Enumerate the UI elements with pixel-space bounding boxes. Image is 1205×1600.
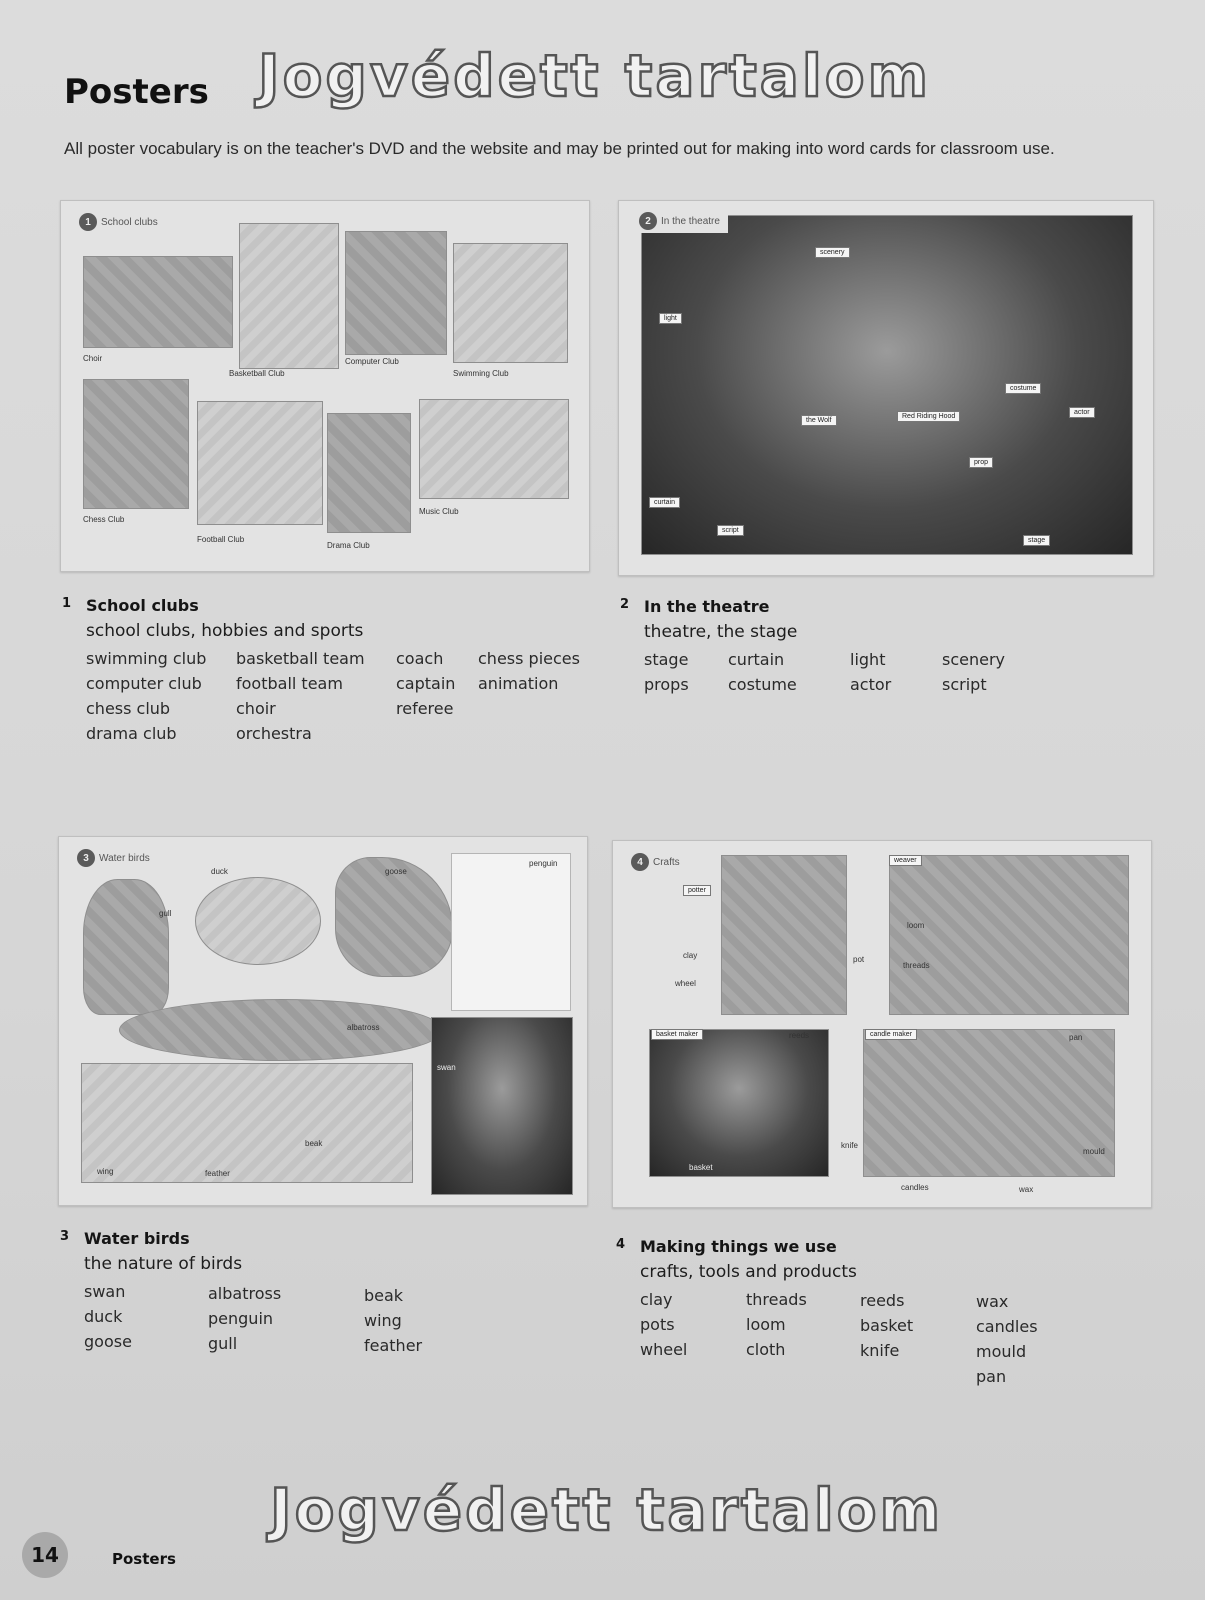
vocab-list bbox=[640, 1290, 1136, 1390]
vocab-word: swimming club bbox=[86, 649, 207, 668]
wheel-label: wheel bbox=[675, 979, 696, 988]
section-title bbox=[62, 596, 602, 615]
poster-title: In the theatre bbox=[661, 215, 720, 227]
swimming-caption: Swimming Club bbox=[453, 369, 509, 378]
vocab-section-1 bbox=[62, 596, 602, 749]
computer-illustration bbox=[345, 231, 447, 355]
vocab-word: orchestra bbox=[236, 724, 312, 743]
poster-number-badge: 3 bbox=[77, 849, 95, 867]
poster-school-clubs bbox=[60, 200, 590, 572]
page-heading: Posters bbox=[64, 72, 209, 112]
tag-potter: potter bbox=[683, 885, 711, 896]
chess-caption: Chess Club bbox=[83, 515, 125, 524]
penguin-label: penguin bbox=[529, 859, 558, 868]
section-subtitle: theatre, the stage bbox=[644, 622, 798, 642]
section-subtitle: school clubs, hobbies and sports bbox=[86, 621, 364, 641]
poster-label bbox=[631, 853, 680, 871]
vocab-word: captain bbox=[396, 674, 456, 693]
swan-label: swan bbox=[437, 1063, 456, 1072]
vocab-word: mould bbox=[976, 1342, 1027, 1361]
candle-maker-photo bbox=[863, 1029, 1115, 1177]
poster-number-badge: 4 bbox=[631, 853, 649, 871]
footer-label: Posters bbox=[112, 1550, 176, 1568]
chess-illustration bbox=[83, 379, 189, 509]
tag-weaver: weaver bbox=[889, 855, 922, 866]
tag-actor: actor bbox=[1069, 407, 1095, 418]
tag-prop: prop bbox=[969, 457, 993, 468]
vocab-word: referee bbox=[396, 699, 454, 718]
penguin-photo bbox=[451, 853, 571, 1011]
gull-label: gull bbox=[159, 909, 172, 918]
vocab-word: wing bbox=[364, 1311, 402, 1330]
albatross-photo bbox=[119, 999, 443, 1061]
basket-label: basket bbox=[689, 1163, 713, 1172]
vocab-word: curtain bbox=[728, 650, 785, 669]
vocab-word: coach bbox=[396, 649, 444, 668]
vocab-word: chess club bbox=[86, 699, 171, 718]
vocab-word: reeds bbox=[860, 1291, 905, 1310]
feather-label: feather bbox=[205, 1169, 230, 1178]
potter-photo bbox=[721, 855, 847, 1015]
section-heading: Making things we use bbox=[640, 1237, 837, 1256]
vocab-word: props bbox=[644, 675, 689, 694]
vocab-word: albatross bbox=[208, 1284, 282, 1303]
poster-water-birds bbox=[58, 836, 588, 1206]
goose-label: goose bbox=[385, 867, 407, 876]
duck-photo bbox=[195, 877, 321, 965]
wax-label: wax bbox=[1019, 1185, 1034, 1194]
vocab-list bbox=[86, 649, 602, 749]
mould-label: mould bbox=[1083, 1147, 1105, 1156]
vocab-word: beak bbox=[364, 1286, 404, 1305]
music-illustration bbox=[419, 399, 569, 499]
section-subtitle: the nature of birds bbox=[84, 1254, 243, 1274]
vocab-word: light bbox=[850, 650, 886, 669]
tag-red-riding-hood: Red Riding Hood bbox=[897, 411, 960, 422]
vocab-word: knife bbox=[860, 1341, 900, 1360]
poster-label bbox=[77, 849, 150, 867]
bird-details-panel bbox=[81, 1063, 413, 1183]
vocab-word: swan bbox=[84, 1282, 126, 1301]
weaver-photo bbox=[889, 855, 1129, 1015]
basketball-illustration bbox=[239, 223, 339, 369]
vocab-word: goose bbox=[84, 1332, 132, 1351]
threads-label: threads bbox=[903, 961, 930, 970]
vocab-word: costume bbox=[728, 675, 797, 694]
section-subtitle: crafts, tools and products bbox=[640, 1262, 857, 1282]
poster-number-badge: 1 bbox=[79, 213, 97, 231]
drama-illustration bbox=[327, 413, 411, 533]
choir-caption: Choir bbox=[83, 354, 103, 363]
tag-scenery: scenery bbox=[815, 247, 850, 258]
reeds-label: reeds bbox=[789, 1031, 810, 1040]
vocab-word: script bbox=[942, 675, 987, 694]
vocab-word: clay bbox=[640, 1290, 673, 1309]
loom-label: loom bbox=[907, 921, 925, 930]
poster-label bbox=[79, 213, 158, 231]
vocab-word: basketball team bbox=[236, 649, 365, 668]
vocab-word: computer club bbox=[86, 674, 202, 693]
watermark-bottom: Jogvédett tartalom bbox=[270, 1476, 944, 1544]
section-heading: School clubs bbox=[86, 596, 199, 615]
vocab-word: basket bbox=[860, 1316, 914, 1335]
tag-curtain: curtain bbox=[649, 497, 680, 508]
gull-photo bbox=[83, 879, 172, 1015]
tag-light: light bbox=[659, 313, 682, 324]
poster-crafts bbox=[612, 840, 1152, 1208]
vocab-word: candles bbox=[976, 1317, 1038, 1336]
vocab-word: threads bbox=[746, 1290, 807, 1309]
vocab-word: feather bbox=[364, 1336, 423, 1355]
section-title bbox=[616, 1237, 1136, 1256]
theatre-stage-photo bbox=[641, 215, 1133, 555]
tag-stage: stage bbox=[1023, 535, 1050, 546]
tag-candle-maker: candle maker bbox=[865, 1029, 917, 1040]
poster-label bbox=[637, 209, 728, 233]
section-number: 3 bbox=[60, 1229, 70, 1244]
intro-text: All poster vocabulary is on the teacher's DVD and the website and may be printed out for making into word cards for classroom use. bbox=[64, 139, 1055, 158]
vocab-list bbox=[644, 650, 1140, 700]
clay-label: clay bbox=[683, 951, 698, 960]
poster-title: Crafts bbox=[653, 856, 680, 868]
vocab-word: animation bbox=[478, 674, 559, 693]
vocab-section-4 bbox=[616, 1237, 1136, 1390]
basket-maker-photo bbox=[649, 1029, 829, 1177]
vocab-word: actor bbox=[850, 675, 892, 694]
poster-number-badge: 2 bbox=[639, 212, 657, 230]
knife-label: knife bbox=[841, 1141, 858, 1150]
section-number: 4 bbox=[616, 1237, 626, 1252]
vocab-word: cloth bbox=[746, 1340, 786, 1359]
vocab-word: chess pieces bbox=[478, 649, 580, 668]
poster-title: Water birds bbox=[99, 852, 150, 864]
tag-script: script bbox=[717, 525, 744, 536]
tag-basket-maker: basket maker bbox=[651, 1029, 703, 1040]
vocab-word: wax bbox=[976, 1292, 1009, 1311]
vocab-word: football team bbox=[236, 674, 343, 693]
watermark-top: Jogvédett tartalom bbox=[258, 42, 932, 110]
basketball-caption: Basketball Club bbox=[229, 369, 285, 378]
section-heading: Water birds bbox=[84, 1229, 190, 1248]
section-title bbox=[60, 1229, 580, 1248]
beak-label: beak bbox=[305, 1139, 323, 1148]
vocab-word: drama club bbox=[86, 724, 177, 743]
tag-the-wolf: the Wolf bbox=[801, 415, 837, 426]
vocab-word: pan bbox=[976, 1367, 1007, 1386]
pot-label: pot bbox=[853, 955, 865, 964]
vocab-list bbox=[84, 1282, 580, 1357]
swimming-illustration bbox=[453, 243, 568, 363]
section-number: 1 bbox=[62, 596, 72, 611]
vocab-word: stage bbox=[644, 650, 689, 669]
poster-theatre bbox=[618, 200, 1154, 576]
page-number-badge: 14 bbox=[22, 1532, 68, 1578]
albatross-label: albatross bbox=[347, 1023, 380, 1032]
football-illustration bbox=[197, 401, 323, 525]
choir-illustration bbox=[83, 256, 233, 348]
vocab-word: wheel bbox=[640, 1340, 688, 1359]
pan-label: pan bbox=[1069, 1033, 1083, 1042]
music-caption: Music Club bbox=[419, 507, 459, 516]
vocab-section-3 bbox=[60, 1229, 580, 1357]
swan-photo bbox=[431, 1017, 573, 1195]
vocab-word: loom bbox=[746, 1315, 786, 1334]
section-number: 2 bbox=[620, 597, 630, 612]
vocab-word: choir bbox=[236, 699, 276, 718]
vocab-word: duck bbox=[84, 1307, 123, 1326]
vocab-word: scenery bbox=[942, 650, 1006, 669]
vocab-section-2 bbox=[620, 597, 1140, 700]
football-caption: Football Club bbox=[197, 535, 245, 544]
candles-label: candles bbox=[901, 1183, 929, 1192]
section-title bbox=[620, 597, 1140, 616]
vocab-word: penguin bbox=[208, 1309, 274, 1328]
section-heading: In the theatre bbox=[644, 597, 770, 616]
poster-title: School clubs bbox=[101, 216, 158, 228]
tag-costume: costume bbox=[1005, 383, 1041, 394]
drama-caption: Drama Club bbox=[327, 541, 370, 550]
duck-label: duck bbox=[211, 867, 228, 876]
wing-label: wing bbox=[97, 1167, 114, 1176]
computer-caption: Computer Club bbox=[345, 357, 399, 366]
vocab-word: pots bbox=[640, 1315, 675, 1334]
vocab-word: gull bbox=[208, 1334, 238, 1353]
